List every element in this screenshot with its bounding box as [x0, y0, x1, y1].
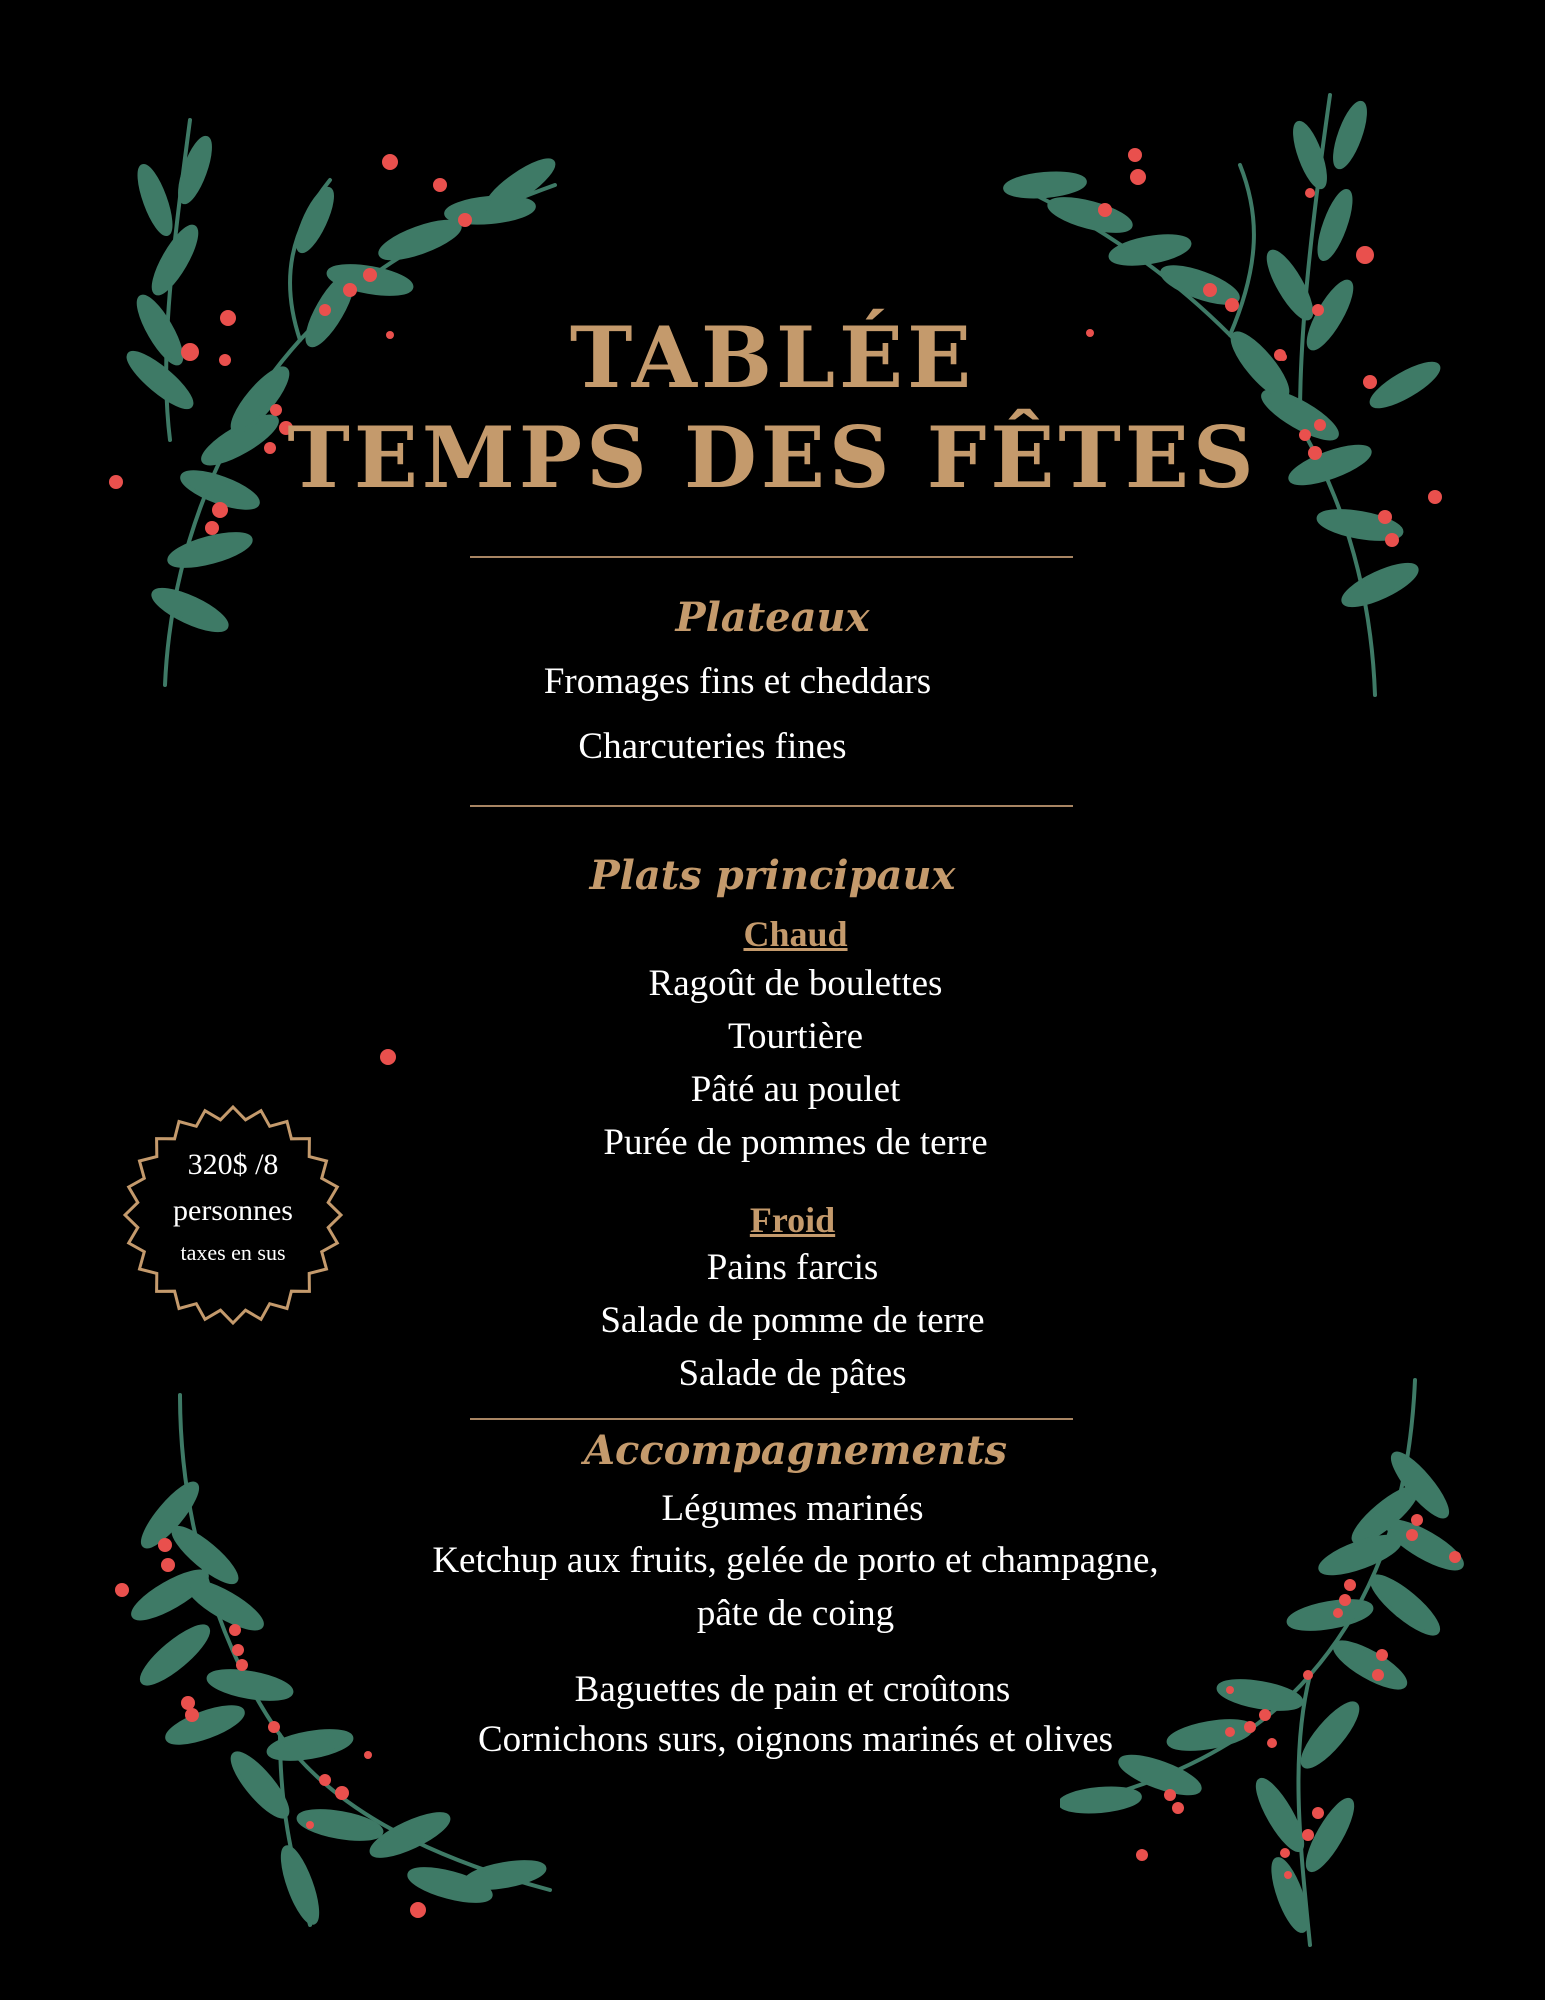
divider-top — [470, 556, 1073, 558]
price-unit: personnes — [173, 1194, 293, 1227]
menu-item: Fromages fins et cheddars — [543, 661, 932, 702]
menu-item: Charcuteries fines — [578, 726, 847, 767]
price-note: taxes en sus — [180, 1240, 286, 1265]
divider-plateaux — [470, 805, 1073, 807]
menu-item: Salade de pâtes — [678, 1353, 907, 1394]
menu-item: Pains farcis — [706, 1247, 879, 1288]
section-heading-accompagnements: Accompagnements — [584, 1427, 1007, 1474]
menu-item: Baguettes de pain et croûtons — [574, 1669, 1011, 1710]
menu-item: Purée de pommes de terre — [603, 1122, 988, 1163]
price-value: 320$ /8 — [187, 1148, 279, 1181]
menu-item: Pâté au poulet — [690, 1069, 901, 1110]
menu-item: Ragoût de boulettes — [648, 963, 943, 1004]
divider-plats — [470, 1418, 1073, 1420]
menu-item: Ketchup aux fruits, gelée de porto et champagne, — [432, 1540, 1159, 1581]
subheading-chaud: Chaud — [743, 914, 848, 954]
menu-item: Salade de pomme de terre — [600, 1300, 985, 1341]
menu-item: Cornichons surs, oignons marinés et olives — [477, 1719, 1114, 1760]
menu-title-line1: TABLÉE — [569, 308, 976, 407]
menu-item: Légumes marinés — [661, 1488, 924, 1529]
menu-item: Tourtière — [727, 1016, 864, 1057]
menu-item: pâte de coing — [696, 1593, 895, 1634]
subheading-froid: Froid — [749, 1200, 836, 1240]
section-heading-plateaux: Plateaux — [675, 594, 870, 641]
menu-title-line2: TEMPS DES FÊTES — [287, 408, 1258, 507]
section-heading-plats-principaux: Plats principaux — [589, 852, 956, 899]
